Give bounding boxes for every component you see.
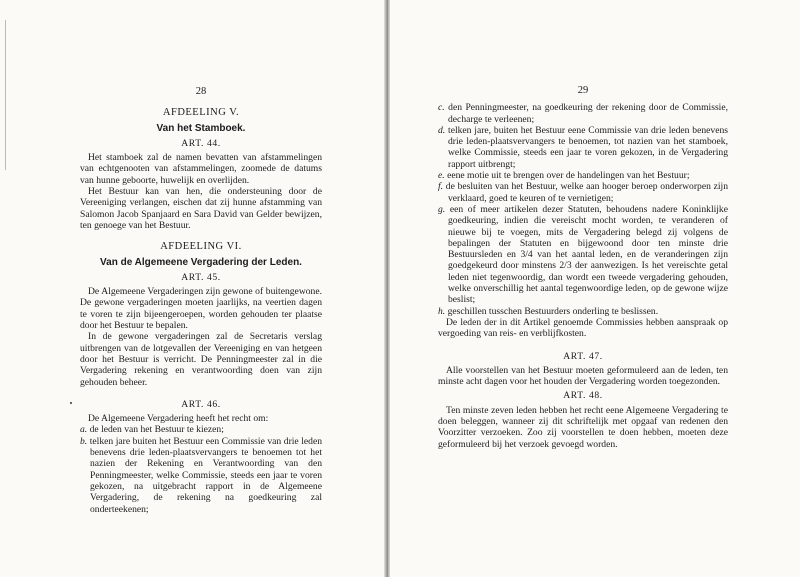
article-intro: De Algemeene Vergadering heeft het recht om: xyxy=(88,413,269,425)
article-paragraph: In de gewone vergaderingen zal de Secretaris verslag uitbrengen van de lotgevallen der Vereeniging en van hetgeen door het Bestuur is verricht. De Penningmeester zal in die Vergadering rekening en verantwoording doen van zijn gehouden beheer. xyxy=(80,331,322,388)
list-item-label: a. xyxy=(80,424,88,436)
list-item-label: h. xyxy=(438,305,446,317)
left-page-column xyxy=(80,86,322,515)
list-item-text: den Penningmeester, na goedkeuring der rekening door de Commissie, decharge te verleenen; xyxy=(448,102,728,125)
article-paragraph: Het stamboek zal de namen bevatten van afstammelingen van echtgenooten van afstammelingen, zoomede de datums van hunne geboorte, huwelijk en overlijden. xyxy=(80,152,322,186)
list-item xyxy=(438,170,728,181)
article-paragraph: De leden der in dit Artikel genoemde Commissies hebben aanspraak op vergoeding van reis- en verblijfkosten. xyxy=(438,316,728,340)
list-item xyxy=(438,102,728,125)
right-page xyxy=(390,0,800,577)
article-paragraph: Alle voorstellen van het Bestuur moeten geformuleerd aan de leden, ten minste acht dagen voor het houden der Vergadering worden toegezonden. xyxy=(438,364,728,388)
spacer xyxy=(80,388,322,396)
list-item-label: e. xyxy=(438,170,445,182)
spacer xyxy=(80,231,322,239)
list-item xyxy=(438,125,728,170)
ink-speck xyxy=(70,402,72,404)
article-heading: ART. 44. xyxy=(181,137,221,149)
list-item xyxy=(438,181,728,204)
article-paragraph: De Algemeene Vergaderingen zijn gewone of buitengewone. De gewone vergaderingen moeten jaarlijks, na veertien dagen te voren te zijn bijeengeroepen, worden gehouden ter plaatse door het Bestuur te bepalen. xyxy=(80,286,322,332)
article-heading: ART. 48. xyxy=(563,390,603,402)
article-paragraph: Het Bestuur kan van hen, die ondersteuning door de Vereeniging verlangen, eischen dat zij hunne afstamming van Salomon Jacob Spanjaard en Sara David van Gelder bewijzen, ten genoege van het Bestuur. xyxy=(80,186,322,231)
list-item-text: telken jare buiten het Bestuur een Commissie van drie leden benevens drie leden-plaatsvervangers te benoemen tot het nazien der Rekening en Verantwoording van den Penningmeester, welke Commissie, steeds een jaar te voren gekozen, na uitgebracht rapport in de Algemeene Vergadering, de rekening na goedkeuring zal onderteekenen; xyxy=(89,435,322,515)
list-item xyxy=(438,306,728,317)
section-heading: AFDEELING V. xyxy=(162,107,240,119)
list-item-text: geschillen tusschen Bestuurders onderling te beslissen. xyxy=(447,305,659,317)
article-heading: ART. 46. xyxy=(181,398,221,410)
section-title: Van het Stamboek. xyxy=(156,122,246,134)
list-item-text: een of meer artikelen dezer Statuten, behoudens nadere Koninklijke goedkeuring, indien die vereischt mocht worden, te veranderen of nieuwe bij te voegen, mits de Vergadering belegd zij volgens de bepalingen der Statuten en bijgewoond door ten minste drie Bestuursleden en 3/4 van het aantal leden, en de veranderingen zijn goedgekeurd door minstens 2/3 der aanwezigen. Is het vereischte getal leden niet tegenwoordig, dan wordt een tweede vergadering gehouden, welke onverschillig het aantal tegenwoordige leden, op de gewone wijze beslist; xyxy=(448,203,728,306)
list-item-text: de besluiten van het Bestuur, welke aan hooger beroep onderworpen zijn verklaard, goed te keuren of te vernietigen; xyxy=(445,181,728,204)
list-item-text: telken jare, buiten het Bestuur eene Commissie van drie leden benevens drie leden-plaatsvervangers te benoemen, tot nazien van het stamboek, welke Commissie, steeds een jaar te voren gekozen, in de Vergadering rapport uitbrengt; xyxy=(448,124,728,170)
list-item-label: d. xyxy=(438,124,446,136)
section-heading: AFDEELING VI. xyxy=(160,241,242,253)
page-edge-shadow xyxy=(5,20,6,170)
article-heading: ART. 47. xyxy=(563,350,603,362)
article-paragraph: Ten minste zeven leden hebben het recht eene Algemeene Vergadering te doen beleggen, wanneer zij dit schriftelijk met opgaaf van redenen den Voorzitter verzoeken. Zoo zij voorstellen te doen hebben, moeten deze geformuleerd bij het verzoek gevoegd worden. xyxy=(438,404,728,450)
page-number-left: 28 xyxy=(195,86,207,97)
list-item xyxy=(80,436,322,515)
list-item-text: eene motie uit te brengen over de handelingen van het Bestuur; xyxy=(447,170,690,182)
left-page xyxy=(0,0,386,577)
right-page-column xyxy=(438,85,728,450)
article-heading: ART. 45. xyxy=(181,271,221,283)
list-item-label: b. xyxy=(80,435,88,447)
list-item-label: c. xyxy=(438,102,445,114)
list-item-label: f. xyxy=(438,181,444,193)
list-item xyxy=(438,204,728,306)
page-number-right: 29 xyxy=(577,85,589,96)
section-title: Van de Algemeene Vergadering der Leden. xyxy=(100,256,302,268)
list-item xyxy=(80,424,322,435)
spacer xyxy=(438,340,728,348)
list-item-label: g. xyxy=(438,203,446,215)
list-item-text: de leden van het Bestuur te kiezen; xyxy=(89,424,224,436)
